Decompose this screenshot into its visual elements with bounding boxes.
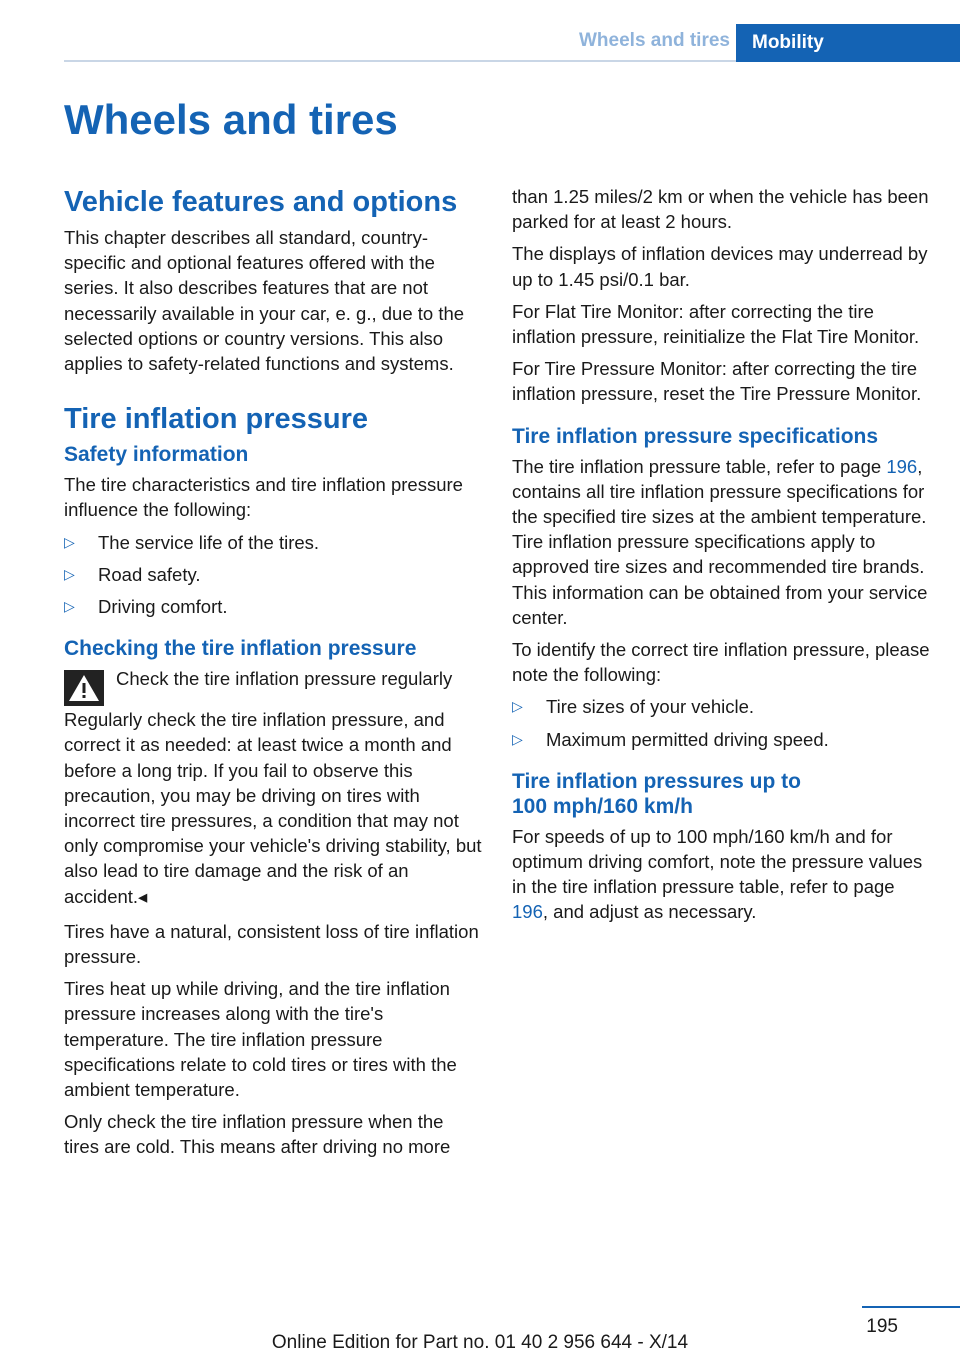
page-reference-link[interactable]: 196 — [886, 455, 918, 477]
flat-tire-monitor-paragraph: For Flat Tire Monitor: after correcting the tire inflation pressure, reinitialize the Flat Tire Monitor. — [512, 300, 920, 348]
left-column — [64, 183, 482, 1167]
identify-pressure-paragraph: To identify the correct tire inflation pressure, please note the following: — [512, 639, 930, 686]
list-item: ▷ Driving comfort. — [64, 594, 482, 619]
subsection-title-specifications: Tire inflation pressure specifications — [512, 424, 879, 448]
subsection-title-up-to-100mph: Tire inflation pressures up to 100 mph/160 km/h — [512, 769, 801, 818]
continued-paragraph: than 1.25 miles/2 km or when the vehicle has been parked for at least 2 hours. — [512, 186, 929, 233]
list-item: ▷ Tire sizes of your vehicle. — [512, 694, 930, 719]
warning-title: Check the tire inflation pressure regularly — [116, 668, 453, 690]
right-column — [512, 184, 930, 932]
cold-check-paragraph: Only check the tire inflation pressure when the tires are cold. This means after driving no more — [64, 1111, 451, 1158]
footer-edition: Online Edition for Part no. 01 40 2 956 644 - X/14 — [271, 1332, 689, 1353]
safety-bullet-list — [64, 530, 482, 620]
warning-triangle-icon — [64, 670, 104, 706]
triangle-bullet-icon: ▷ — [64, 533, 75, 550]
safety-intro: The tire characteristics and tire inflation pressure influence the following: — [64, 474, 463, 521]
page-reference-link[interactable]: 196 — [512, 901, 543, 923]
up-to-100mph-paragraph: For speeds of up to 100 mph/160 km/h and for optimum driving comfort, note the pressure values in the tire inflation pressure table, refer to page 196, and adjust as necessary. — [512, 825, 923, 923]
specs-bullet-list — [512, 694, 930, 751]
triangle-bullet-icon: ▷ — [64, 565, 75, 582]
warning-block — [64, 666, 482, 909]
page-title: Wheels and tires — [64, 96, 398, 143]
section-title-vehicle-features: Vehicle features and options — [64, 186, 458, 218]
header-section-label: Wheels and tires — [579, 30, 730, 51]
pressure-loss-paragraph: Tires have a natural, consistent loss of tire inflation pressure. — [64, 920, 479, 968]
page-number: 195 — [866, 1316, 898, 1337]
list-item: ▷ The service life of the tires. — [64, 530, 482, 555]
list-item: ▷ Maximum permitted driving speed. — [512, 727, 930, 752]
warning-body: Regularly check the tire inflation pressure, and correct it as needed: at least twice a month and before a long trip. If you fail to observe this precaution, you may be driving on tires with incorrect tire pressures, a condition that may not only compromise your vehicle's driving stability, but also lead to tire damage and the risk of an accident.◂ — [64, 709, 482, 907]
subsection-title-checking: Checking the tire inflation pressure — [64, 637, 417, 661]
specifications-paragraph: The tire inflation pressure table, refer to page 196, contains all tire inflation pressure specifications for the specified tire sizes at the ambient temperature. Tire inflation pressure specifications apply to approved tire sizes and recommended tire brands. This information can be obtained from your service center. — [512, 455, 928, 628]
list-item: ▷ Road safety. — [64, 562, 482, 587]
triangle-bullet-icon: ▷ — [512, 698, 523, 715]
triangle-bullet-icon: ▷ — [64, 598, 75, 615]
section-title-tire-inflation-pressure: Tire inflation pressure — [64, 403, 369, 436]
page-number-rule — [862, 1306, 960, 1308]
underread-paragraph: The displays of inflation devices may underread by up to 1.45 psi/0.1 bar. — [512, 243, 928, 290]
heat-paragraph: Tires heat up while driving, and the tire inflation pressure increases along with the tire's temperature. The tire inflation pressure specifications relate to cold tires or tires with the ambient temperature. — [64, 978, 457, 1101]
triangle-bullet-icon: ▷ — [512, 730, 523, 747]
header-chapter-tab: Mobility — [736, 24, 960, 62]
vehicle-features-body: This chapter describes all standard, country-specific and optional features offered with the series. It also describes features that are not necessarily available in your car, e. g., due to the selected options or country versions. This also applies to safety-related functions and systems. — [64, 227, 465, 375]
tire-pressure-monitor-paragraph: For Tire Pressure Monitor: after correcting the tire inflation pressure, reset the Tire Pressure Monitor. — [512, 358, 922, 405]
subsection-title-safety: Safety information — [64, 443, 249, 467]
